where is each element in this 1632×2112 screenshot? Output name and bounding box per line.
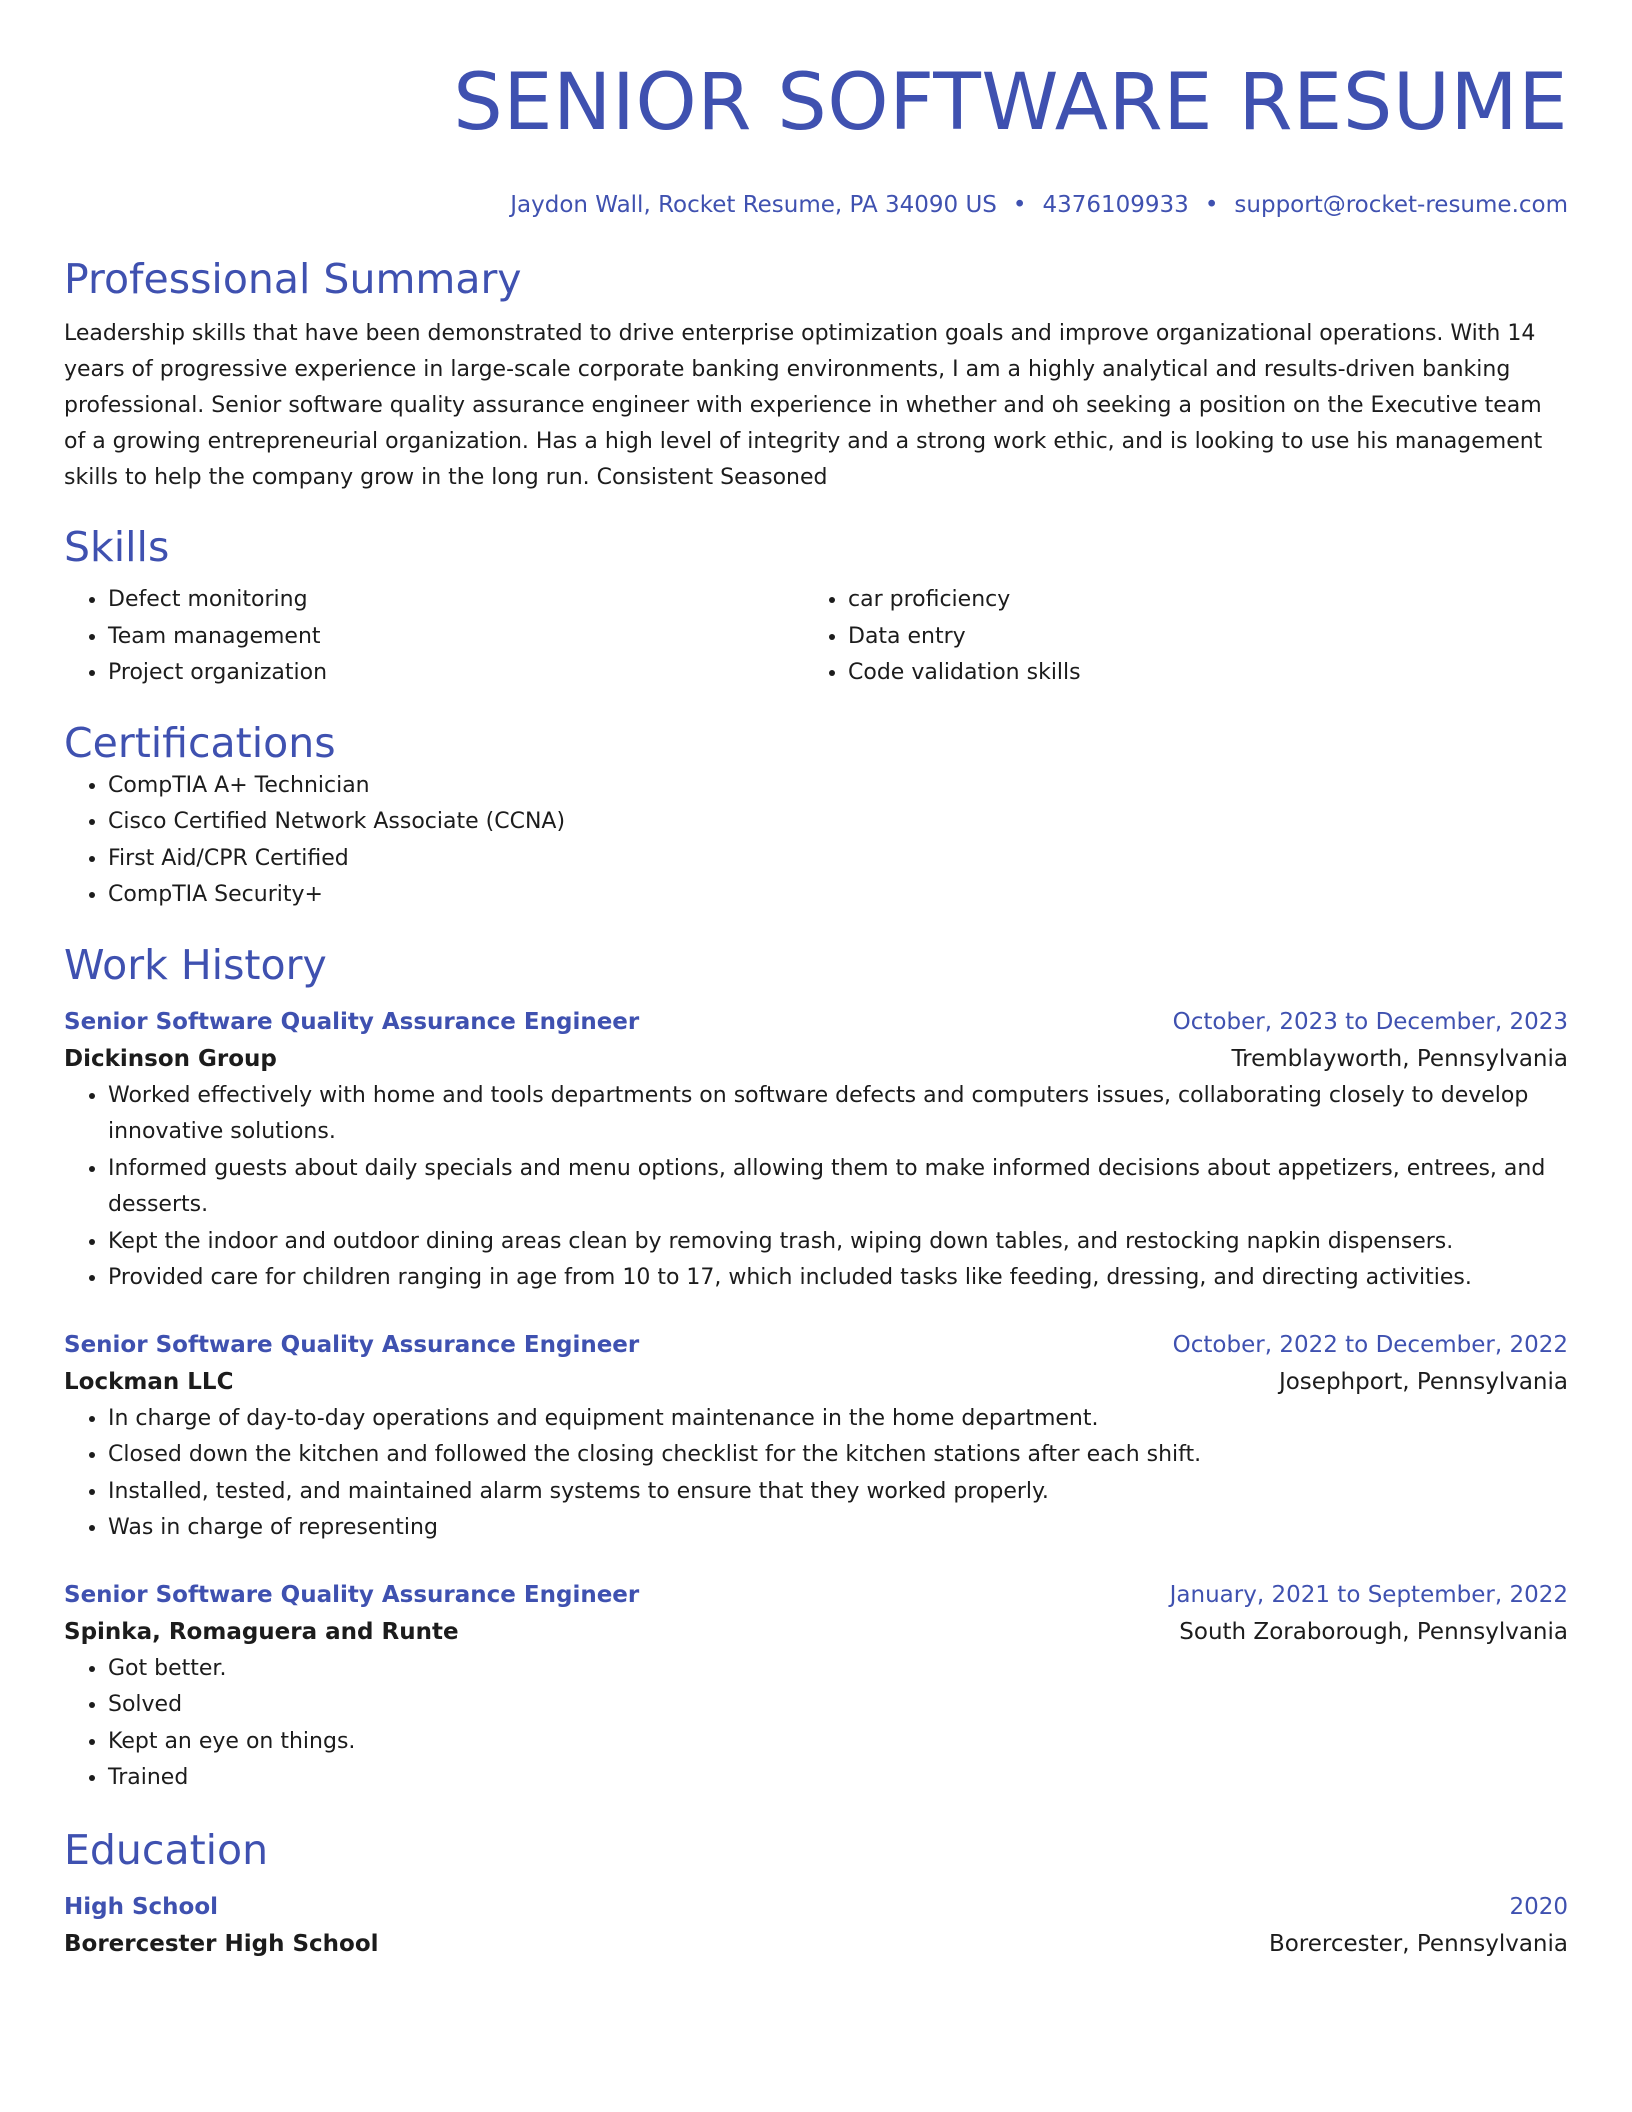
- contact-separator: •: [1204, 192, 1219, 218]
- job-location: Josephport, Pennsylvania: [1278, 1368, 1568, 1395]
- job-title: Senior Software Quality Assurance Engineer: [64, 1581, 640, 1608]
- skill-item: • Defect monitoring: [108, 582, 804, 619]
- job-entry: [64, 1327, 1568, 1547]
- job-location: South Zoraborough, Pennsylvania: [1179, 1618, 1568, 1645]
- job-title: Senior Software Quality Assurance Engineer: [64, 1008, 640, 1035]
- certification-item: • CompTIA Security+: [108, 877, 1568, 914]
- certification-item: • First Aid/CPR Certified: [108, 841, 1568, 878]
- contact-email[interactable]: support@rocket-resume.com: [1234, 192, 1568, 218]
- job-header-row: [64, 1577, 1568, 1613]
- skill-item: • Code validation skills: [848, 655, 1544, 692]
- job-bullet: • In charge of day-to-day operations and equipment maintenance in the home department.: [108, 1401, 1568, 1438]
- job-bullets: [64, 1651, 1568, 1797]
- education-school: Borercester High School: [64, 1930, 379, 1957]
- education-heading: Education: [64, 1825, 269, 1874]
- work-history-heading: Work History: [64, 940, 327, 989]
- job-bullet: • Was in charge of representing: [108, 1510, 1568, 1547]
- job-company-row: [64, 1040, 1568, 1078]
- skill-item: • Team management: [108, 619, 804, 656]
- skill-item: • car proficiency: [848, 582, 1544, 619]
- education-degree: High School: [64, 1893, 219, 1920]
- job-header-row: [64, 1004, 1568, 1040]
- certifications-heading: Certifications: [64, 718, 336, 767]
- skills-list-right: [804, 582, 1544, 692]
- job-company: Lockman LLC: [64, 1368, 234, 1395]
- certification-item: • CompTIA A+ Technician: [108, 768, 1568, 805]
- job-title: Senior Software Quality Assurance Engineer: [64, 1331, 640, 1358]
- job-bullet: • Closed down the kitchen and followed the closing checklist for the kitchen stations after each shift.: [108, 1437, 1568, 1474]
- skills-heading: Skills: [64, 523, 170, 571]
- job-company-row: [64, 1363, 1568, 1401]
- job-dates: October, 2022 to December, 2022: [1172, 1331, 1568, 1358]
- job-dates: October, 2023 to December, 2023: [1172, 1008, 1568, 1035]
- contact-line: [64, 190, 1568, 220]
- job-bullets: [64, 1401, 1568, 1547]
- job-bullet: • Provided care for children ranging in age from 10 to 17, which included tasks like feeding, dressing, and directing activities.: [108, 1260, 1568, 1297]
- job-bullet: • Kept the indoor and outdoor dining areas clean by removing trash, wiping down tables, and restocking napkin dispensers.: [108, 1224, 1568, 1261]
- education-location: Borercester, Pennsylvania: [1268, 1930, 1568, 1957]
- job-dates: January, 2021 to September, 2022: [1169, 1581, 1568, 1608]
- job-bullets: [64, 1078, 1568, 1297]
- job-header-row: [64, 1327, 1568, 1363]
- job-bullet: • Kept an eye on things.: [108, 1724, 1568, 1761]
- skill-item: • Data entry: [848, 619, 1544, 656]
- contact-address: Jaydon Wall, Rocket Resume, PA 34090 US: [510, 192, 997, 218]
- contact-separator: •: [1012, 192, 1027, 218]
- job-bullet: • Got better.: [108, 1651, 1568, 1688]
- resume-title: SENIOR SOFTWARE RESUME: [453, 58, 1568, 148]
- job-entry: [64, 1004, 1568, 1297]
- education-year: 2020: [1509, 1893, 1568, 1920]
- contact-phone: 4376109933: [1042, 192, 1189, 218]
- job-entry: [64, 1577, 1568, 1797]
- job-bullet: • Informed guests about daily specials and menu options, allowing them to make informed decisions about appetizers, entrees, and desserts.: [108, 1151, 1568, 1224]
- job-company: Dickinson Group: [64, 1045, 277, 1072]
- job-company: Spinka, Romaguera and Runte: [64, 1618, 459, 1645]
- job-company-row: [64, 1613, 1568, 1651]
- skill-item: • Project organization: [108, 655, 804, 692]
- skills-list-left: [64, 582, 804, 692]
- education-header-row: [64, 1889, 1568, 1925]
- certifications-list: [64, 768, 1568, 914]
- job-bullet: • Trained: [108, 1760, 1568, 1797]
- summary-heading: Professional Summary: [64, 255, 522, 303]
- education-entry: [64, 1889, 1568, 1963]
- job-bullet: • Solved: [108, 1687, 1568, 1724]
- education-school-row: [64, 1925, 1568, 1963]
- job-location: Tremblayworth, Pennsylvania: [1231, 1045, 1568, 1072]
- skills-grid: [64, 582, 1568, 692]
- job-bullet: • Installed, tested, and maintained alarm systems to ensure that they worked properly.: [108, 1474, 1568, 1511]
- skills-column-left: [64, 582, 804, 692]
- summary-text: Leadership skills that have been demonstrated to drive enterprise optimization goals and improve organizational operations. With 14 years of progressive experience in large-scale corporate banking environments, I am a highly analytical and results-driven banking professional. Senior software quality assurance engineer with experience in whether and oh seeking a position on the Executive team of a growing entrepreneurial organization. Has a high level of integrity and a strong work ethic, and is looking to use his management skills to help the company grow in the long run. Consistent Seasoned: [64, 321, 1543, 490]
- job-bullet: • Worked effectively with home and tools departments on software defects and computers issues, collaborating closely to develop innovative solutions.: [108, 1078, 1568, 1151]
- skills-column-right: [804, 582, 1544, 692]
- certification-item: • Cisco Certified Network Associate (CCNA): [108, 804, 1568, 841]
